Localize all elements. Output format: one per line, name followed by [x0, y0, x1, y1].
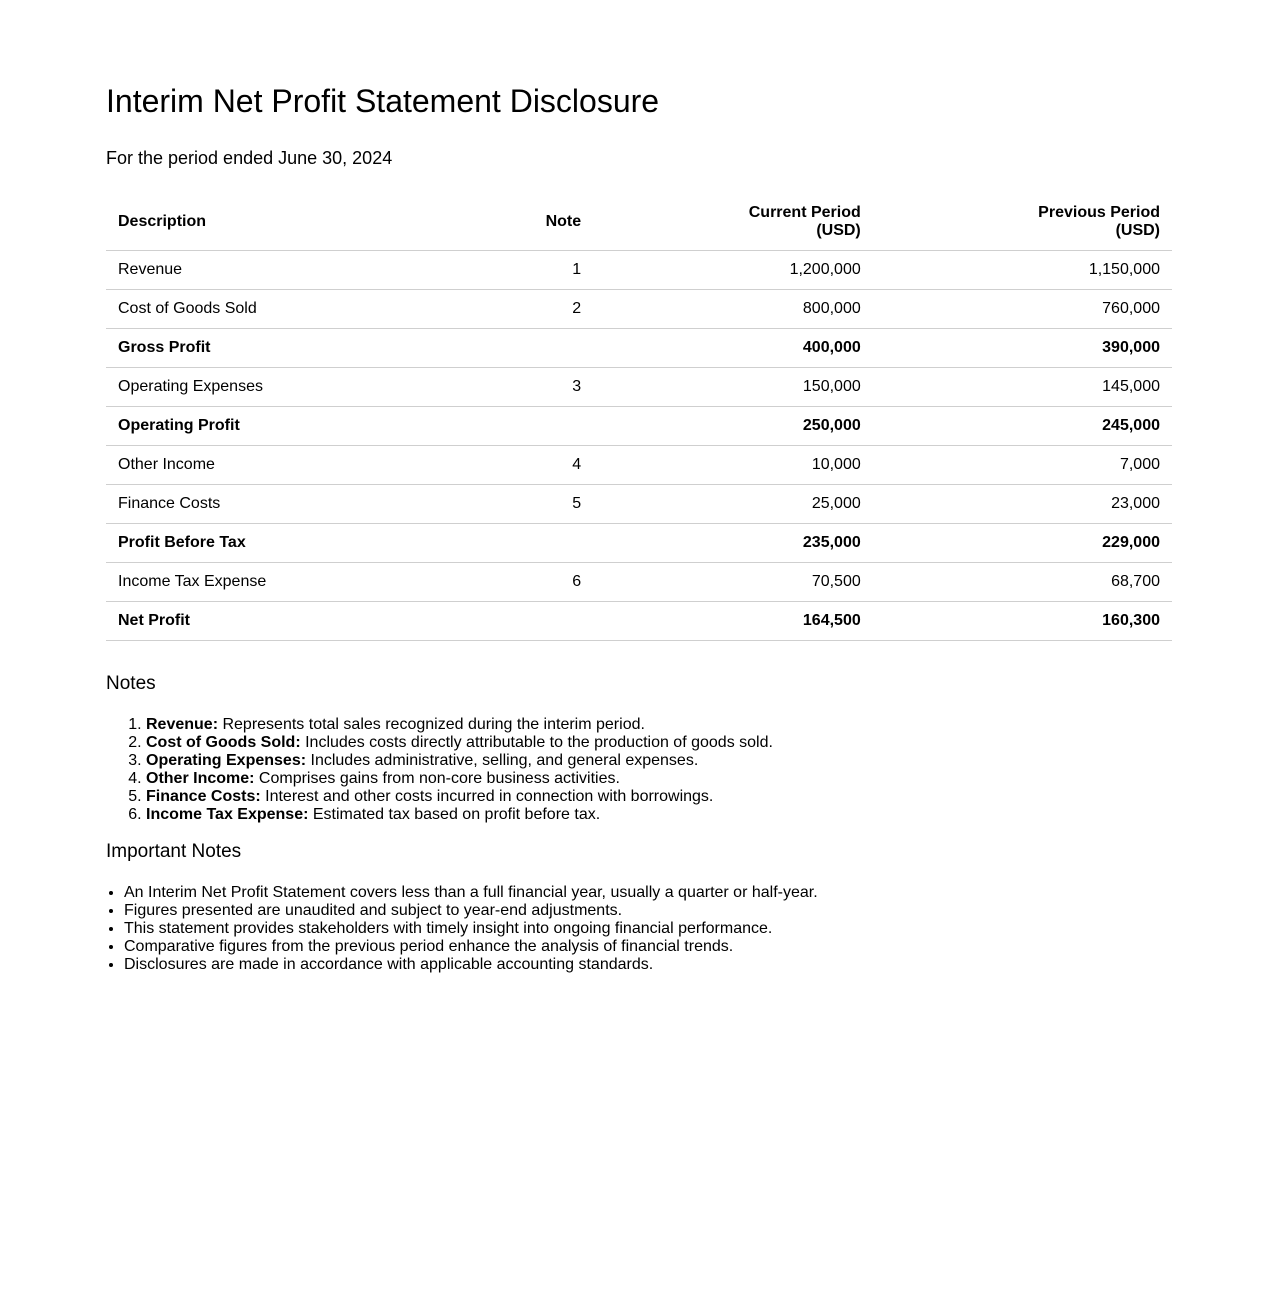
header-description: Description: [106, 194, 438, 251]
table-row: [106, 368, 1172, 407]
note-item: [146, 770, 1172, 788]
page-title: Interim Net Profit Statement Disclosure: [106, 83, 660, 119]
header-current-line1: Current Period: [748, 204, 861, 221]
row-current-value: 70,500: [593, 563, 873, 602]
row-note: 6: [438, 563, 593, 602]
note-item: [146, 734, 1172, 752]
row-note: [438, 329, 593, 368]
table-row-subtotal: [106, 407, 1172, 446]
note-item: [146, 716, 1172, 734]
note-term: Other Income:: [146, 770, 255, 787]
note-term: Revenue:: [146, 716, 219, 733]
row-note: 3: [438, 368, 593, 407]
row-note: [438, 602, 593, 641]
table-row: [106, 485, 1172, 524]
row-current-value: 164,500: [593, 602, 873, 641]
note-item: [146, 806, 1172, 824]
table-row: [106, 290, 1172, 329]
row-previous-value: 7,000: [873, 446, 1172, 485]
row-description: Operating Profit: [106, 407, 438, 446]
header-previous-line1: Previous Period: [1038, 204, 1160, 221]
important-note-item: • This statement provides stakeholders with timely insight into ongoing financial performance.: [124, 920, 1172, 938]
row-previous-value: 1,150,000: [873, 251, 1172, 290]
row-description: Other Income: [106, 446, 438, 485]
row-description: Gross Profit: [106, 329, 438, 368]
important-note-item: • Comparative figures from the previous period enhance the analysis of financial trends.: [124, 938, 1172, 956]
important-notes-list: [106, 884, 1172, 974]
note-text: Estimated tax based on profit before tax.: [308, 806, 601, 823]
table-row: [106, 446, 1172, 485]
table-row-subtotal: [106, 524, 1172, 563]
table-header-row: [106, 194, 1172, 251]
note-text: Interest and other costs incurred in connection with borrowings.: [260, 788, 714, 805]
row-description: Net Profit: [106, 602, 438, 641]
row-current-value: 1,200,000: [593, 251, 873, 290]
table-row-total: [106, 602, 1172, 641]
row-description: Cost of Goods Sold: [106, 290, 438, 329]
row-previous-value: 760,000: [873, 290, 1172, 329]
row-current-value: 25,000: [593, 485, 873, 524]
header-previous-period: [873, 194, 1172, 251]
row-previous-value: 68,700: [873, 563, 1172, 602]
notes-heading: Notes: [106, 673, 156, 694]
note-term: Income Tax Expense:: [146, 806, 309, 823]
row-note: 5: [438, 485, 593, 524]
row-previous-value: 160,300: [873, 602, 1172, 641]
notes-list: [106, 716, 1172, 824]
row-note: [438, 407, 593, 446]
profit-statement-table: [106, 194, 1172, 641]
header-current-period: [593, 194, 873, 251]
note-text: Includes costs directly attributable to the production of goods sold.: [300, 734, 773, 751]
row-note: 2: [438, 290, 593, 329]
row-description: Profit Before Tax: [106, 524, 438, 563]
important-note-item: • Disclosures are made in accordance with applicable accounting standards.: [124, 956, 1172, 974]
note-term: Cost of Goods Sold:: [146, 734, 301, 751]
row-note: 1: [438, 251, 593, 290]
important-notes-heading: Important Notes: [106, 841, 242, 862]
row-previous-value: 145,000: [873, 368, 1172, 407]
table-row-subtotal: [106, 329, 1172, 368]
header-note: Note: [438, 194, 593, 251]
row-previous-value: 390,000: [873, 329, 1172, 368]
row-description: Finance Costs: [106, 485, 438, 524]
row-note: [438, 524, 593, 563]
row-current-value: 150,000: [593, 368, 873, 407]
row-description: Revenue: [106, 251, 438, 290]
table-row: [106, 251, 1172, 290]
row-previous-value: 245,000: [873, 407, 1172, 446]
note-term: Operating Expenses:: [146, 752, 307, 769]
row-current-value: 10,000: [593, 446, 873, 485]
row-current-value: 250,000: [593, 407, 873, 446]
table-row: [106, 563, 1172, 602]
row-current-value: 235,000: [593, 524, 873, 563]
row-description: Income Tax Expense: [106, 563, 438, 602]
note-term: Finance Costs:: [146, 788, 261, 805]
header-current-line2: (USD): [816, 222, 861, 239]
row-current-value: 800,000: [593, 290, 873, 329]
important-note-item: • An Interim Net Profit Statement covers less than a full financial year, usually a quarter or half-year.: [124, 884, 1172, 902]
period-subtitle: For the period ended June 30, 2024: [106, 148, 393, 168]
row-previous-value: 23,000: [873, 485, 1172, 524]
header-previous-line2: (USD): [1115, 222, 1160, 239]
row-current-value: 400,000: [593, 329, 873, 368]
row-description: Operating Expenses: [106, 368, 438, 407]
note-item: [146, 752, 1172, 770]
row-previous-value: 229,000: [873, 524, 1172, 563]
note-text: Includes administrative, selling, and general expenses.: [306, 752, 699, 769]
note-text: Represents total sales recognized during the interim period.: [218, 716, 645, 733]
important-note-item: • Figures presented are unaudited and subject to year-end adjustments.: [124, 902, 1172, 920]
note-text: Comprises gains from non-core business activities.: [254, 770, 620, 787]
row-note: 4: [438, 446, 593, 485]
note-item: [146, 788, 1172, 806]
